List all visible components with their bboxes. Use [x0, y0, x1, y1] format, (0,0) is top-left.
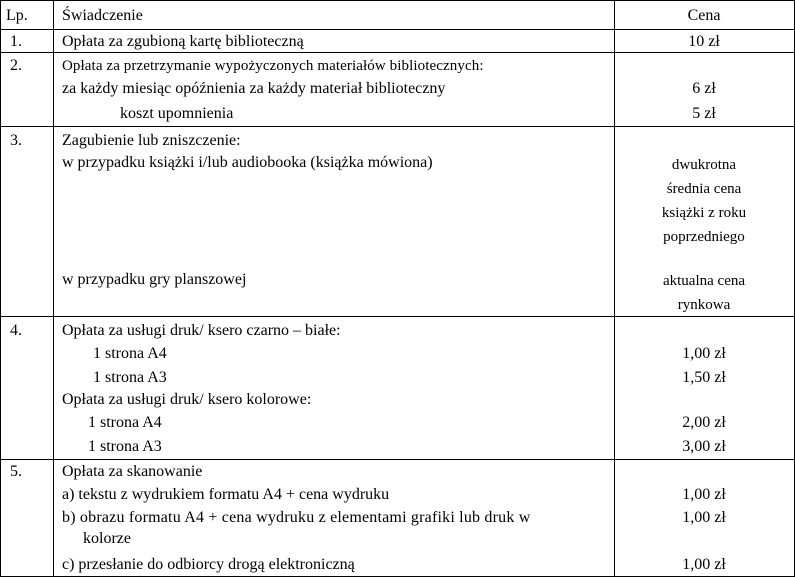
- row-number: 1.: [10, 33, 22, 50]
- item-label: w przypadku książki i/lub audiobooka (książka mówiona): [62, 154, 433, 171]
- item-price: 1,50 zł: [682, 369, 726, 386]
- table-border-top: [0, 0, 795, 1]
- item-price: 5 zł: [692, 105, 716, 122]
- item-label: c) przesłanie do odbiorcy drogą elektroniczną: [62, 556, 355, 573]
- row-price: 10 zł: [688, 33, 720, 50]
- header-lp: Lp.: [6, 7, 28, 24]
- row-title: Zagubienie lub zniszczenie:: [62, 132, 241, 149]
- item-price: 6 zł: [692, 80, 716, 97]
- item-price-line: książki z roku: [661, 205, 747, 221]
- table-border-left: [0, 0, 1, 577]
- item-label: za każdy miesiąc opóźnienia za każdy materiał biblioteczny: [62, 80, 446, 97]
- item-price: 3,00 zł: [682, 438, 726, 455]
- row-number: 4.: [10, 322, 22, 339]
- row-number: 5.: [10, 463, 22, 480]
- item-label: koszt upomnienia: [120, 105, 234, 122]
- item-price-line: poprzedniego: [663, 229, 745, 245]
- group-title: Opłata za usługi druk/ ksero kolorowe:: [62, 391, 312, 408]
- row-title: Opłata za zgubioną kartę biblioteczną: [62, 33, 304, 50]
- item-price: 1,00 zł: [682, 345, 726, 362]
- item-price: 2,00 zł: [682, 414, 726, 431]
- row-divider: [0, 459, 795, 460]
- header-price: Cena: [687, 7, 721, 24]
- item-price-line: dwukrotna: [671, 157, 737, 173]
- header-service: Świadczenie: [62, 7, 143, 24]
- row-divider: [0, 29, 795, 30]
- item-price: 1,00 zł: [682, 486, 726, 503]
- row-number: 3.: [10, 132, 22, 149]
- item-price-line: średnia cena: [666, 181, 742, 197]
- item-price: 1,00 zł: [682, 509, 726, 526]
- row-number: 2.: [10, 57, 22, 74]
- item-price-line: aktualna cena: [662, 273, 746, 289]
- item-label-continuation: kolorze: [83, 530, 131, 547]
- item-price-line: rynkowa: [677, 297, 731, 313]
- item-price: 1,00 zł: [682, 556, 726, 573]
- item-label: 1 strona A3: [93, 369, 167, 386]
- item-label: 1 strona A4: [88, 414, 162, 431]
- row-title: Opłata za skanowanie: [62, 463, 203, 480]
- item-label: w przypadku gry planszowej: [62, 271, 247, 288]
- item-label: a) tekstu z wydrukiem formatu A4 + cena wydruku: [62, 486, 390, 503]
- row-divider: [0, 316, 795, 317]
- item-label: b) obrazu formatu A4 + cena wydruku z elementami grafiki lub druk w: [62, 509, 531, 526]
- item-label: 1 strona A3: [88, 438, 162, 455]
- row-title: Opłata za przetrzymanie wypożyczonych materiałów bibliotecznych:: [62, 58, 484, 74]
- row-divider: [0, 52, 795, 53]
- row-divider: [0, 126, 795, 127]
- column-divider: [53, 0, 54, 577]
- item-label: 1 strona A4: [93, 345, 167, 362]
- group-title: Opłata za usługi druk/ ksero czarno – białe:: [62, 322, 341, 339]
- table-border-bottom: [0, 576, 795, 577]
